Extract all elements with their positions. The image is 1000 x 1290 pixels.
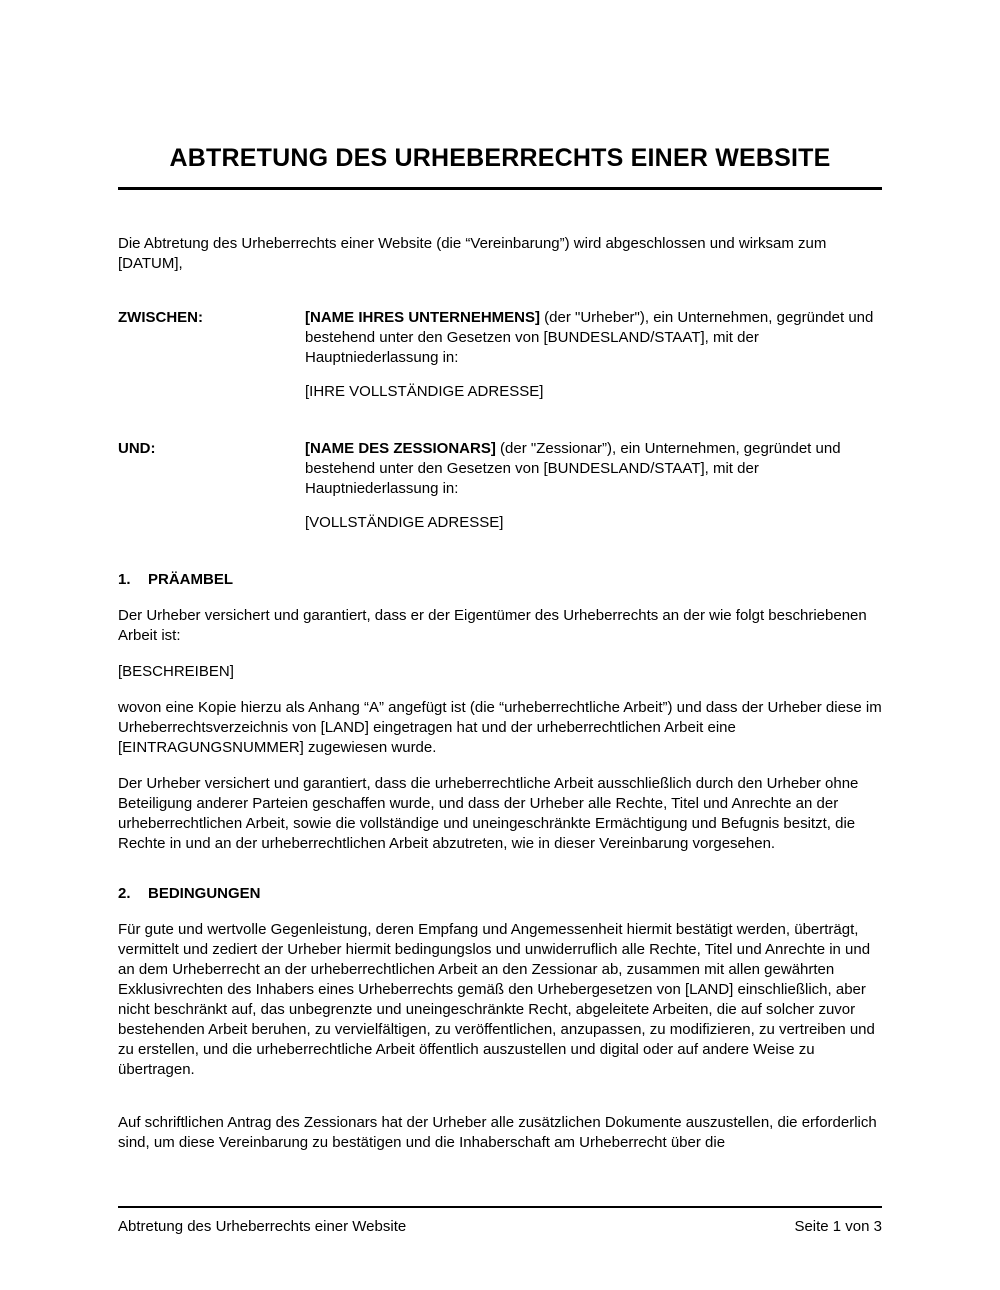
intro-paragraph: Die Abtretung des Urheberrechts einer Website (die “Vereinbarung”) wird abgeschlossen und wirksam zum [DATUM], [118,235,827,272]
title-rule [118,187,882,190]
paragraph: Auf schriftlichen Antrag des Zessionars hat der Urheber alle zusätzlichen Dokumente auszustellen, die erforderlich sind, um diese Vereinbarung zu bestätigen und die Inhaberschaft am Urheberrecht über die [118,1114,877,1151]
document-title: ABTRETUNG DES URHEBERRECHTS EINER WEBSITE [169,144,831,172]
footer-page-number: Seite 1 von 3 [794,1218,882,1235]
party-label-zwischen: ZWISCHEN: [118,309,203,326]
party-row-und [118,439,882,533]
paragraph: Der Urheber versichert und garantiert, dass er der Eigentümer des Urheberrechts an der wie folgt beschriebenen Arbeit ist: [118,607,867,644]
page-footer [118,1206,882,1237]
section-heading-text: BEDINGUNGEN [148,885,261,902]
section-heading-bedingungen [118,884,882,904]
section-heading-text: PRÄAMBEL [148,571,233,588]
paragraph: wovon eine Kopie hierzu als Anhang “A” angefügt ist (die “urheberrechtliche Arbeit”) und dass der Urheber diese im Urheberrechtsverzeichnis von [LAND] eingetragen hat und der urheberrechtlichen Arbeit eine [EINTRAGUNGSNUMMER] zugewiesen wurde. [118,699,882,756]
party-description-text: (der "Zessionar”), ein Unternehmen, gegründet und bestehend unter den Gesetzen von [BUNDESLAND/STAAT], mit der Hauptniederlassung in: [305,440,841,497]
footer-document-title: Abtretung des Urheberrechts einer Website [118,1218,407,1235]
party-address-placeholder: [VOLLSTÄNDIGE ADRESSE] [305,514,504,531]
paragraph: Für gute und wertvolle Gegenleistung, deren Empfang und Angemessenheit hiermit bestätigt werden, überträgt, vermittelt und zediert der Urheber hiermit bedingungslos und unwiderruflich alle Rechte, Titel und Anrechte in und an dem Urheberrecht an der urheberrechtlichen Arbeit an den Zessionar ab, zusammen mit allen gewährten Exklusivrechten des Inhabers eines Urheberrechts gemäß den Urhebergesetzen von [LAND] einschließlich, aber nicht beschränkt auf, das unbegrenzte und uneingeschränkte Recht, abgeleitete Arbeiten, die auf solcher zuvor bestehenden Arbeit beruhen, zu vervielfältigen, zu veröffentlichen, anzupassen, zu modifizieren, zu vertreiben und zu erstellen, und die urheberrechtliche Arbeit öffentlich auszustellen und digital oder auf andere Weise zu übertragen. [118,921,875,1078]
party-description-text: (der "Urheber"), ein Unternehmen, gegründet und bestehend unter den Gesetzen von [BUNDESLAND/STAAT], mit der Hauptniederlassung in: [305,309,874,366]
paragraph-placeholder-beschreiben: [BESCHREIBEN] [118,663,234,680]
section-heading-praeambel [118,570,882,590]
party-address-placeholder: [IHRE VOLLSTÄNDIGE ADRESSE] [305,383,544,400]
party-description-block [305,439,882,499]
party-name-placeholder: [NAME IHRES UNTERNEHMENS] [305,309,541,326]
section-number: 2. [118,885,131,902]
section-number: 1. [118,571,131,588]
party-description-block [305,308,882,368]
party-name-placeholder: [NAME DES ZESSIONARS] [305,440,496,457]
party-content-zwischen [305,308,882,402]
party-row-zwischen [118,308,882,402]
party-content-und [305,439,882,533]
party-label-und: UND: [118,440,156,457]
paragraph: Der Urheber versichert und garantiert, dass die urheberrechtliche Arbeit ausschließlich durch den Urheber ohne Beteiligung anderer Parteien geschaffen wurde, und dass der Urheber alle Rechte, Titel und Anrechte an der urheberrechtlichen Arbeit, sowie die vollständige und uneingeschränkte Ermächtigung und Befugnis besitzt, die Rechte in und an der urheberrechtlichen Arbeit abzutreten, wie in dieser Vereinbarung vorgesehen. [118,775,859,852]
